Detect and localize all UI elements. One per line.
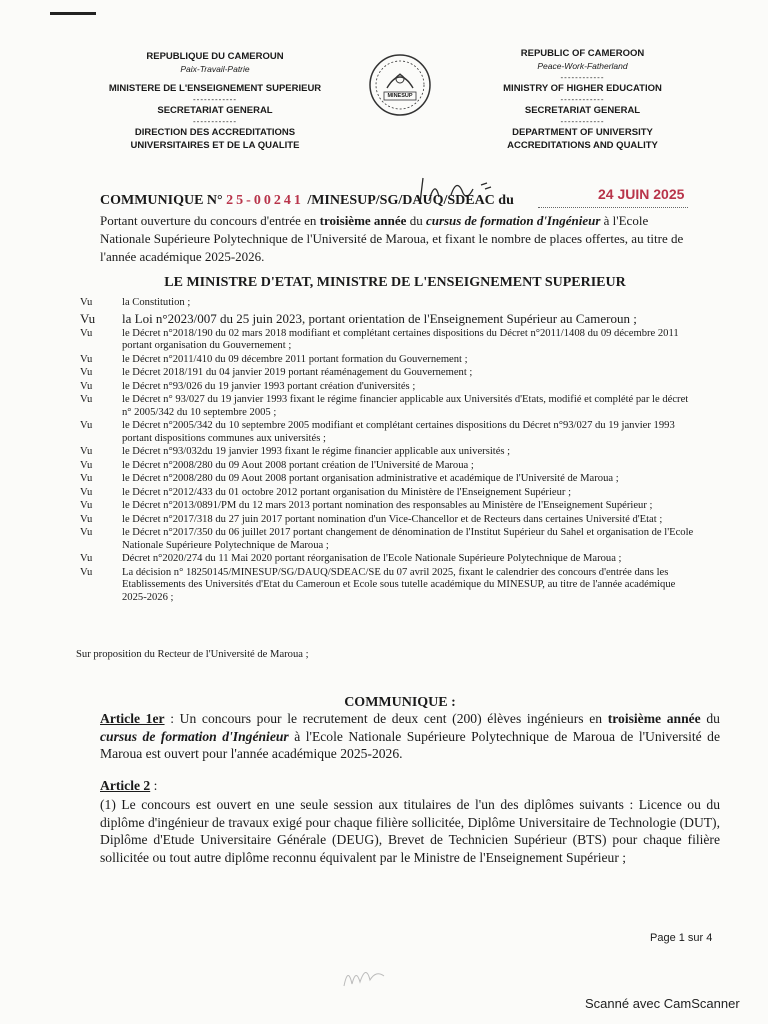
subject-text: Portant ouverture du concours d'entrée en	[100, 213, 320, 228]
vu-item	[80, 446, 700, 459]
vu-text: le Décret n° 93/027 du 19 janvier 1993 fixant le régime financier applicable aux Universités d'Etats, modifié et complété par le décret n° 2005/342 du 10 septembre 2005 ;	[122, 394, 689, 418]
article-1-text: Un concours pour le recrutement de deux cent (200) élèves ingénieurs en	[179, 711, 608, 726]
scan-mark	[50, 12, 96, 15]
vu-item	[80, 487, 700, 500]
vu-label: Vu	[80, 446, 93, 457]
vu-text: le Décret n°2017/318 du 27 juin 2017 portant nomination d'un Vice-Chancellor et de Recteurs dans certaines Université d'Etat ;	[122, 513, 663, 525]
vu-label: Vu	[80, 297, 93, 308]
sur-proposition: Sur proposition du Recteur de l'Université de Maroua ;	[76, 649, 309, 660]
secretariat-fr: SECRETARIAT GENERAL	[157, 105, 273, 116]
motto-en: Peace-Work-Fatherland	[537, 61, 628, 71]
pencil-scribble	[340, 962, 390, 990]
vu-text: le Décret n°2018/190 du 02 mars 2018 modifiant et complétant certaines dispositions du Décret n°2011/1408 du 09 décembre 2011 portant organisation du Gouvernement ;	[122, 327, 679, 351]
department-en-2: ACCREDITATIONS AND QUALITY	[507, 140, 658, 151]
article-1-text: à l'Ecole Nationale Supérieure Polytechnique de Maroua de l'Université de Maroua est ouvert pour l'année académique 2025-2026.	[100, 728, 720, 761]
communique-prefix: COMMUNIQUE N°	[100, 193, 223, 208]
vu-item	[80, 527, 700, 552]
vu-label: Vu	[80, 486, 93, 498]
vu-text: le Décret 2018/191 du 04 janvier 2019 portant réaménagement du Gouvernement ;	[122, 367, 473, 378]
vu-text: le Décret n°2012/433 du 01 octobre 2012 portant organisation du Ministère de l'Enseignement Supérieur ;	[122, 486, 572, 498]
vu-list	[80, 297, 700, 605]
separator: ------------	[560, 73, 605, 82]
subject-bold: troisième année	[319, 213, 407, 228]
vu-item	[80, 420, 700, 445]
vu-label: Vu	[80, 566, 93, 578]
vu-label: Vu	[80, 500, 93, 511]
vu-label: Vu	[80, 459, 93, 471]
direction-fr-2: UNIVERSITAIRES ET DE LA QUALITE	[130, 140, 300, 151]
scanner-watermark: Scanné avec CamScanner	[585, 996, 740, 1011]
communique-title: COMMUNIQUE :	[344, 695, 456, 710]
separator: ------------	[560, 95, 605, 104]
seal-label: MINESUP	[387, 93, 413, 99]
separator: ------------	[193, 117, 237, 126]
department-en-1: DEPARTMENT OF UNIVERSITY	[512, 127, 653, 138]
vu-text: le Décret n°93/032du 19 janvier 1993 fixant le régime financier applicable aux universités ;	[122, 446, 511, 457]
header-left	[90, 50, 340, 152]
vu-label: Vu	[80, 327, 93, 339]
article-sep: :	[164, 711, 180, 726]
vu-item	[80, 500, 700, 513]
vu-item	[80, 297, 700, 310]
minesup-seal	[367, 52, 433, 118]
country-fr: REPUBLIQUE DU CAMEROUN	[146, 51, 284, 62]
article-2-heading: Article 2	[100, 778, 151, 793]
separator: ------------	[560, 117, 605, 126]
ministry-en: MINISTRY OF HIGHER EDUCATION	[503, 83, 662, 94]
vu-text: Décret n°2020/274 du 11 Mai 2020 portant réorganisation de l'Ecole Nationale Supérieure Polytechnique de Maroua ;	[122, 553, 622, 564]
vu-label: Vu	[80, 353, 93, 365]
vu-label: Vu	[80, 553, 93, 564]
vu-label: Vu	[80, 420, 93, 431]
vu-text: la Loi n°2023/007 du 25 juin 2023, portant orientation de l'Enseignement Supérieur au Cameroun ;	[122, 310, 637, 326]
vu-item	[80, 514, 700, 527]
vu-label: Vu	[80, 513, 93, 525]
subject-text: du	[406, 213, 426, 228]
direction-fr-1: DIRECTION DES ACCREDITATIONS	[134, 127, 296, 138]
vu-text: le Décret n°2011/410 du 09 décembre 2011 portant formation du Gouvernement ;	[122, 353, 468, 365]
page-number: Page 1 sur 4	[650, 932, 713, 944]
article-1-bold-italic: cursus de formation d'Ingénieur	[100, 728, 289, 744]
vu-text: le Décret n°93/026 du 19 janvier 1993 portant création d'universités ;	[122, 380, 416, 392]
vu-label: Vu	[80, 380, 93, 392]
communique-subject	[100, 212, 692, 266]
vu-label: Vu	[80, 527, 93, 538]
country-en: REPUBLIC OF CAMEROON	[520, 48, 645, 59]
vu-item	[80, 394, 700, 419]
vu-text: la Constitution ;	[122, 297, 191, 308]
vu-text: le Décret n°2017/350 du 06 juillet 2017 portant changement de dénomination de l'Institut Supérieur du Sahel et organisation de l'Ecole Nationale Supérieure Polytechnique de Maroua ;	[122, 527, 694, 551]
vu-label: Vu	[80, 473, 93, 484]
article-1-heading: Article 1er	[100, 711, 165, 726]
article-2-paragraph: (1) Le concours est ouvert en une seule session aux titulaires de l'un des diplômes suivants : Licence ou du diplôme d'ingénieur de travaux exigé pour chaque filière sollicitée, Diplôme Universitaire de Technologie (DUT), Diplôme d'Etude Universitaire Générale (DEUG), Brevet de Technicien Supérieur (BTS) pour chaque filière sollicitée ou tout autre diplôme reconnu équivalent par le Ministre de l'Enseignement Supérieur ;	[100, 797, 720, 865]
communique-date-stamp: 24 JUIN 2025	[598, 186, 685, 202]
header-right	[470, 47, 695, 152]
motto-fr: Paix-Travail-Patrie	[180, 64, 250, 74]
article-1-text: du	[700, 711, 720, 726]
vu-item	[80, 311, 700, 327]
article-sep: :	[150, 778, 158, 793]
ministry-fr: MINISTERE DE L'ENSEIGNEMENT SUPERIEUR	[108, 83, 322, 94]
article-1-bold: troisième année	[607, 711, 701, 726]
communique-number: 25-00241	[226, 193, 304, 208]
secretariat-en: SECRETARIAT GENERAL	[524, 105, 641, 116]
date-underline	[538, 207, 688, 208]
vu-label: Vu	[80, 394, 93, 405]
vu-text: La décision n° 18250145/MINESUP/SG/DAUQ/SDEAC/SE du 07 avril 2025, fixant le calendrier des concours d'entrée dans les Etablissements des Universités d'Etat du Cameroun et Ecole sous tutelle académique du MINESUP, au titre de l'année académique 2025-2026 ;	[122, 566, 676, 603]
vu-text: le Décret n°2008/280 du 09 Aout 2008 portant création de l'Université de Maroua ;	[122, 459, 474, 471]
article-2-heading-row	[100, 778, 157, 794]
separator: ------------	[193, 95, 237, 104]
vu-text: le Décret n°2013/0891/PM du 12 mars 2013 portant nomination des responsables au Ministère de l'Enseignement Supérieur ;	[122, 500, 653, 511]
minister-title: LE MINISTRE D'ETAT, MINISTRE DE L'ENSEIGNEMENT SUPERIEUR	[164, 275, 626, 290]
vu-item	[80, 367, 700, 380]
vu-item	[80, 473, 700, 486]
vu-label: Vu	[80, 367, 93, 378]
vu-item	[80, 567, 700, 605]
communique-reference: /MINESUP/SG/DAUQ/SDEAC du	[307, 193, 514, 208]
vu-item	[80, 460, 700, 473]
vu-text: le Décret n°2008/280 du 09 Aout 2008 portant organisation administrative et académique de l'Université de Maroua ;	[122, 473, 619, 484]
subject-bold-italic: cursus de formation d'Ingénieur	[425, 213, 601, 228]
vu-text: le Décret n°2005/342 du 10 septembre 2005 modifiant et complétant certaines dispositions du Décret n°93/027 du 19 janvier 1993 portant dispositions communes aux universités ;	[122, 420, 675, 444]
communique-number-line	[100, 193, 514, 209]
vu-label: Vu	[80, 310, 96, 326]
vu-item	[80, 328, 700, 353]
vu-item	[80, 381, 700, 394]
vu-item	[80, 553, 700, 566]
vu-item	[80, 354, 700, 367]
article-1	[100, 710, 720, 763]
subject-text: à l'Ecole Nationale Supérieure Polytechnique de l'Université de Maroua, et fixant le nombre de places offertes, au titre de l'année académique 2025-2026.	[100, 213, 684, 264]
